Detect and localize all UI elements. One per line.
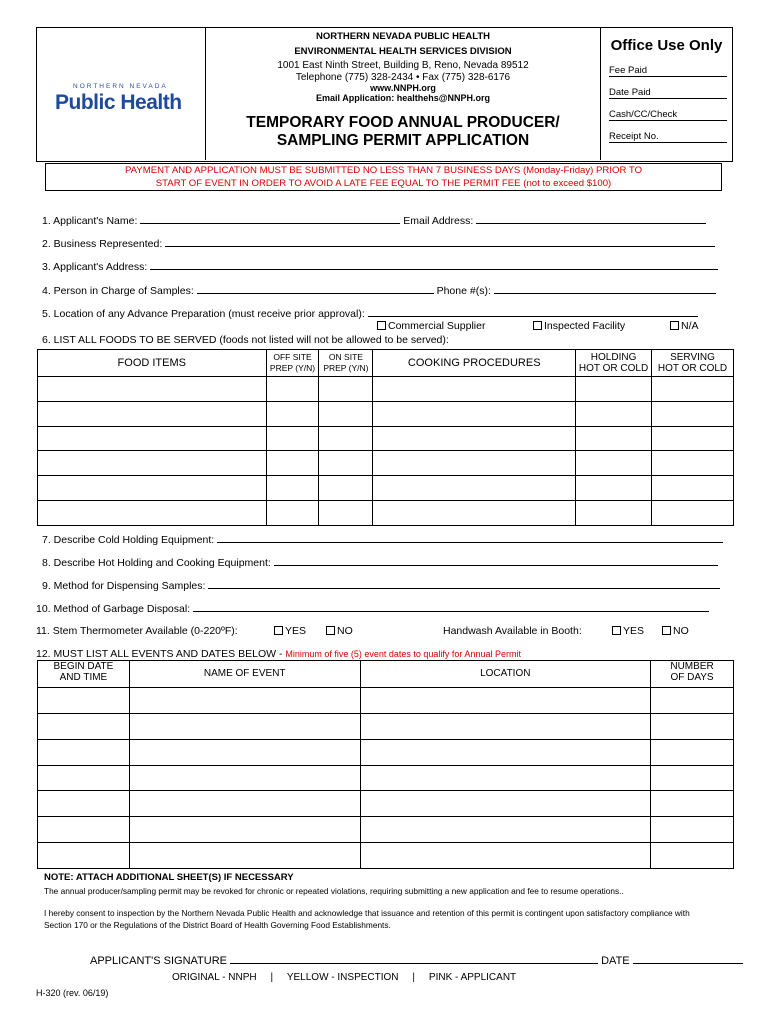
q2-label: 2. Business Represented:	[42, 238, 163, 250]
q5-label: 5. Location of any Advance Preparation (must receive prior approval):	[42, 308, 365, 320]
header-center	[206, 28, 601, 160]
holding-header: HOLDING HOT OR COLD	[576, 350, 652, 377]
date-label: DATE	[601, 955, 630, 967]
q12-label: 12. MUST LIST ALL EVENTS AND DATES BELOW -	[36, 648, 283, 660]
q5-option-3	[670, 320, 699, 332]
office-use-box	[601, 28, 732, 160]
off-site-header: OFF SITE PREP (Y/N)	[266, 350, 319, 377]
q12-requirement: Minimum of five (5) event dates to qualify for Annual Permit	[285, 649, 521, 659]
q11-label: 11. Stem Thermometer Available (0-220ºF):	[36, 625, 238, 637]
telephone: Telephone (775) 328-2434 • Fax (775) 328-6176	[295, 72, 511, 83]
cooking-header: COOKING PROCEDURES	[373, 350, 576, 377]
serving-header: SERVING HOT OR COLD	[652, 350, 734, 377]
q4-row	[42, 283, 716, 297]
thermometer-no: NO	[326, 625, 353, 637]
commercial-supplier-checkbox[interactable]	[377, 321, 386, 330]
q3-label: 3. Applicant's Address:	[42, 261, 148, 273]
q10-label: 10. Method of Garbage Disposal:	[36, 603, 191, 615]
inspected-facility-label: Inspected Facility	[544, 320, 626, 332]
handwash-yes-checkbox[interactable]	[612, 626, 621, 635]
q9-label: 9. Method for Dispensing Samples:	[42, 580, 206, 592]
consent-line-1: I hereby consent to inspection by the Northern Nevada Public Health and acknowledge that issuance and retention of this permit is contingent upon satisfactory compliance with	[44, 908, 690, 918]
signature-field[interactable]	[230, 953, 598, 964]
email-field[interactable]	[476, 213, 706, 224]
q7-row	[42, 532, 723, 546]
business-field[interactable]	[165, 236, 715, 247]
phone-field[interactable]	[494, 283, 716, 294]
na-label: N/A	[681, 320, 699, 332]
handwash-no: NO	[662, 625, 689, 637]
form-title-2: SAMPLING PERMIT APPLICATION	[276, 132, 530, 149]
warning-line-2: START OF EVENT IN ORDER TO AVOID A LATE FEE EQUAL TO THE PERMIT FEE (not to exceed $100)	[155, 177, 612, 189]
receipt-no-field[interactable]: Receipt No.	[609, 131, 727, 143]
payment-method-field[interactable]: Cash/CC/Check	[609, 109, 727, 121]
q8-label: 8. Describe Hot Holding and Cooking Equipment:	[42, 557, 271, 569]
na-checkbox[interactable]	[670, 321, 679, 330]
dispensing-field[interactable]	[208, 578, 720, 589]
q9-row	[42, 578, 720, 592]
q3-row	[42, 259, 718, 273]
q6-label: 6. LIST ALL FOODS TO BE SERVED (foods not listed will not be allowed to be served):	[42, 334, 449, 346]
form-header	[36, 27, 733, 162]
q5-options	[377, 320, 485, 332]
address-field[interactable]	[150, 259, 718, 270]
table-row[interactable]	[38, 843, 734, 869]
signature-label: APPLICANT'S SIGNATURE	[90, 955, 227, 967]
table-row[interactable]	[38, 713, 734, 739]
q12-row	[36, 648, 521, 660]
date-paid-field[interactable]: Date Paid	[609, 87, 727, 99]
q11-handwash-label: Handwash Available in Booth:	[443, 625, 582, 637]
fee-paid-field[interactable]: Fee Paid	[609, 65, 727, 77]
table-row[interactable]	[38, 739, 734, 765]
q2-row	[42, 236, 715, 250]
begin-date-header: BEGIN DATE AND TIME	[38, 661, 130, 688]
table-row[interactable]	[38, 688, 734, 714]
person-in-charge-field[interactable]	[197, 283, 434, 294]
cold-holding-field[interactable]	[217, 532, 723, 543]
q5-option-2	[533, 320, 625, 332]
advance-prep-field[interactable]	[368, 306, 698, 317]
form-title-1: TEMPORARY FOOD ANNUAL PRODUCER/	[246, 114, 560, 131]
inspected-facility-checkbox[interactable]	[533, 321, 542, 330]
signature-row	[90, 953, 743, 967]
on-site-header: ON SITE PREP (Y/N)	[319, 350, 373, 377]
food-table	[37, 349, 734, 526]
days-header: NUMBER OF DAYS	[651, 661, 734, 688]
handwash-yes: YES	[612, 625, 644, 637]
table-row[interactable]	[38, 501, 734, 526]
logo-small-text: NORTHERN NEVADA	[73, 83, 168, 90]
q4-label: 4. Person in Charge of Samples:	[42, 285, 194, 297]
q4-phone-label: Phone #(s):	[436, 285, 491, 297]
payment-warning	[45, 163, 722, 191]
table-row[interactable]	[38, 451, 734, 476]
commercial-supplier-label: Commercial Supplier	[388, 320, 486, 332]
office-title: Office Use Only	[610, 37, 723, 54]
email: Email Application: healthehs@NNPH.org	[316, 93, 490, 103]
events-table	[37, 660, 734, 869]
logo	[37, 28, 206, 160]
warning-line-1: PAYMENT AND APPLICATION MUST BE SUBMITTED NO LESS THAN 7 BUSINESS DAYS (Monday-Friday) PRIOR TO	[124, 165, 643, 176]
table-row[interactable]	[38, 791, 734, 817]
revoke-notice: The annual producer/sampling permit may be revoked for chronic or repeated violations, requiring submitting a new application and fee to resume operations..	[44, 886, 624, 896]
q8-row	[42, 555, 718, 569]
q1-email-label: Email Address:	[403, 215, 474, 227]
handwash-no-checkbox[interactable]	[662, 626, 671, 635]
q7-label: 7. Describe Cold Holding Equipment:	[42, 534, 215, 546]
form-id: H-320 (rev. 06/19)	[36, 988, 109, 998]
food-items-header: FOOD ITEMS	[38, 350, 267, 377]
table-row[interactable]	[38, 765, 734, 791]
table-row[interactable]	[38, 476, 734, 501]
address: 1001 East Ninth Street, Building B, Reno, Nevada 89512	[277, 60, 529, 71]
applicant-name-field[interactable]	[140, 213, 400, 224]
website: www.NNPH.org	[370, 83, 436, 93]
q5-row	[42, 306, 698, 320]
food-table-header	[38, 350, 734, 377]
q1-label: 1. Applicant's Name:	[42, 215, 138, 227]
events-table-header	[38, 661, 734, 688]
org-name: NORTHERN NEVADA PUBLIC HEALTH	[316, 31, 490, 42]
table-row[interactable]	[38, 817, 734, 843]
date-field[interactable]	[633, 953, 743, 964]
thermometer-no-checkbox[interactable]	[326, 626, 335, 635]
copy-distribution: ORIGINAL - NNPH | YELLOW - INSPECTION | PINK - APPLICANT	[172, 972, 517, 983]
q10-row	[36, 601, 709, 615]
q1-row	[42, 213, 706, 227]
garbage-field[interactable]	[193, 601, 709, 612]
thermometer-yes-checkbox[interactable]	[274, 626, 283, 635]
event-name-header: NAME OF EVENT	[129, 661, 360, 688]
location-header: LOCATION	[360, 661, 651, 688]
division-name: ENVIRONMENTAL HEALTH SERVICES DIVISION	[294, 46, 512, 57]
table-row[interactable]	[38, 377, 734, 402]
consent-line-2: Section 170 or the Regulations of the District Board of Health Governing Food Establishments.	[44, 920, 391, 930]
table-row[interactable]	[38, 426, 734, 451]
table-row[interactable]	[38, 401, 734, 426]
attach-note: NOTE: ATTACH ADDITIONAL SHEET(S) IF NECESSARY	[44, 872, 294, 883]
hot-holding-field[interactable]	[274, 555, 718, 566]
logo-text: Public Health	[55, 91, 182, 114]
thermometer-yes: YES	[274, 625, 306, 637]
